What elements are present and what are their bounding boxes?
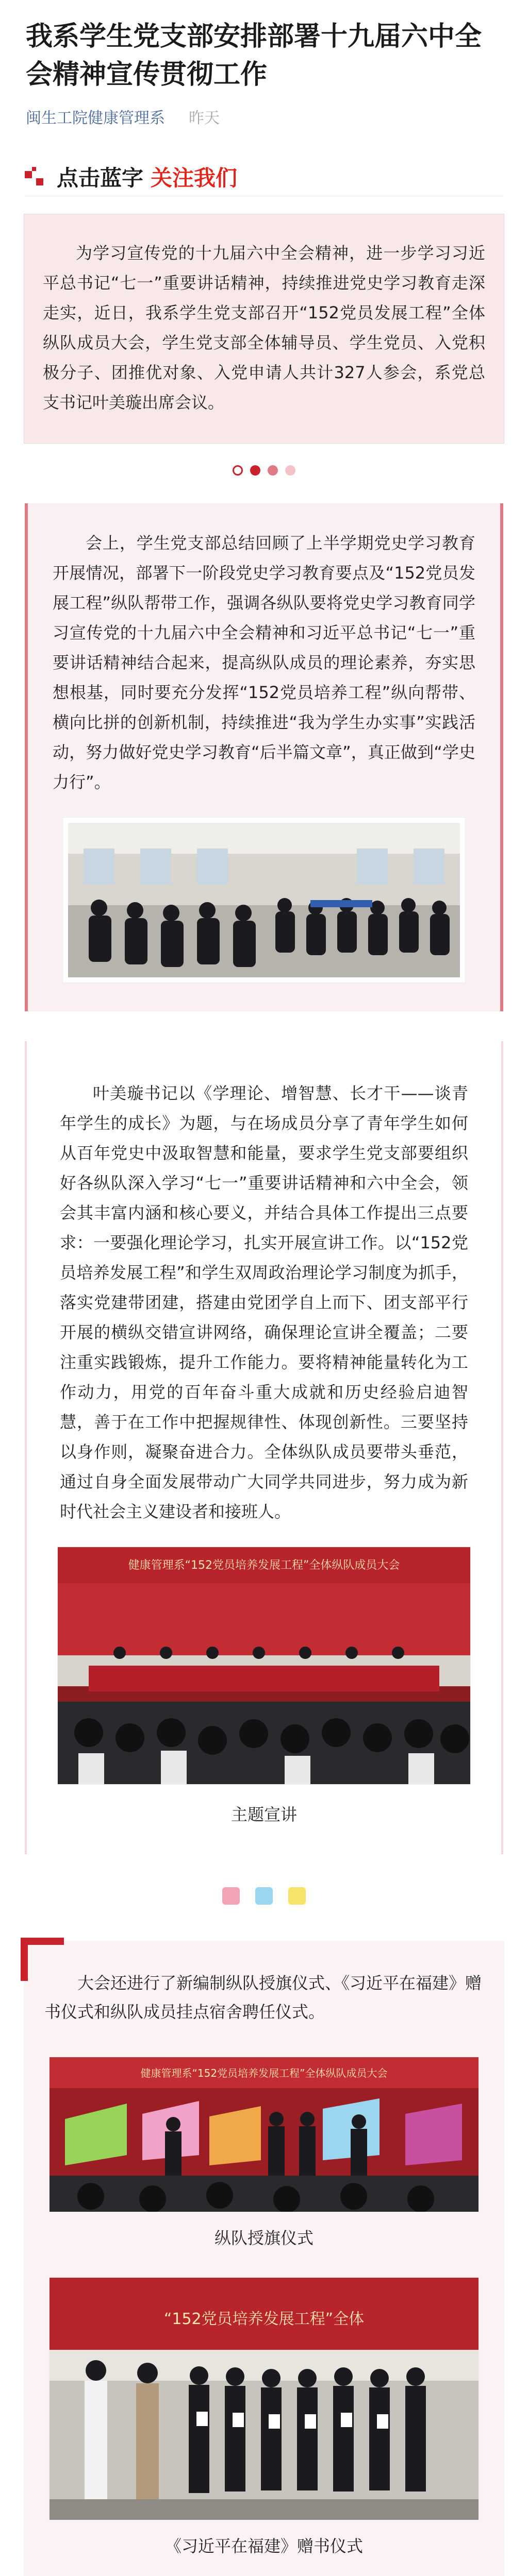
meeting-hall-image [68, 823, 460, 977]
follow-us-link[interactable]: 关注我们 [151, 165, 238, 191]
meeting-photo [63, 818, 465, 982]
book-banner-text: “152党员培养发展工程”全体 [163, 2310, 365, 2328]
section-3 [24, 1941, 504, 2576]
intro-box [24, 214, 504, 444]
lecture-photo [58, 1547, 470, 1784]
section-2-card [25, 1041, 503, 1854]
article-date: 昨天 [189, 109, 220, 127]
intro-paragraph: 为学习宣传党的十九届六中全会精神，进一步学习习近平总书记“七一”重要讲话精神，持续推进党史学习教育走深走实，近日，我系学生党支部召开“152党员发展工程”全体纵队成员大会，学生党支部全体辅导员、学生党员、入党积极分子、团推优对象、入党申请人共计327人参会，系党总支书记叶美璇出席会议。 [43, 243, 485, 412]
stage-banner-text: 健康管理系“152党员培养发展工程”全体纵队成员大会 [128, 1559, 400, 1572]
flag-banner-text: 健康管理系“152党员培养发展工程”全体纵队成员大会 [140, 2067, 388, 2079]
article-source-link[interactable]: 闽生工院健康管理系 [26, 109, 165, 127]
book-gift-photo [50, 2278, 478, 2520]
divider-squares [0, 1887, 528, 1905]
article-meta [0, 94, 528, 128]
red-corner-bracket [21, 1938, 64, 1981]
section-1-card [25, 503, 503, 1011]
click-blue-text: 点击蓝字 [57, 165, 144, 191]
article-title: 我系学生党支部安排部署十九届六中全会精神宣传贯彻工作 [26, 21, 482, 90]
blue-square-icon [255, 1887, 273, 1905]
book-gift-caption: 《习近平在福建》赠书仪式 [164, 2536, 363, 2556]
pink-square-icon [222, 1887, 240, 1905]
flag-ceremony-caption: 纵队授旗仪式 [214, 2228, 314, 2248]
flag-ceremony-image [50, 2057, 478, 2212]
dot-icon [285, 465, 295, 476]
red-squares-icon [25, 167, 44, 187]
divider-dots [0, 465, 528, 476]
dot-icon [250, 465, 260, 476]
section-3-box [24, 1941, 504, 2576]
section-3-intro: 大会还进行了新编制纵队授旗仪式、《习近平在福建》赠书仪式和纵队成员挂点宿舍聘任仪式。 [44, 1973, 482, 2022]
lecture-caption: 主题宣讲 [230, 1805, 297, 1824]
lecture-stage-image [58, 1547, 470, 1784]
follow-banner[interactable] [25, 164, 503, 196]
flag-ceremony-photo [50, 2057, 478, 2212]
dot-icon [268, 465, 278, 476]
book-gift-image [50, 2278, 478, 2520]
yellow-square-icon [288, 1887, 306, 1905]
dot-icon [233, 465, 243, 476]
section-1-paragraph: 会上，学生党支部总结回顾了上半学期党史学习教育开展情况，部署下一阶段党史学习教育要点及“152党员发展工程”纵队帮带工作，强调各纵队要将党史学习教育同学习宣传党的十九届六中全会精神和习近平总书记“七一”重要讲话精神结合起来，提高纵队成员的理论素养，夯实思想根基，同时要充分发挥“152党员培养工程”纵向帮带、横向比拼的创新机制，持续推进“我为学生办实事”实践活动，努力做好党史学习教育“后半篇文章”，真正做到“学史力行”。 [53, 533, 475, 792]
section-2-paragraph: 叶美璇书记以《学理论、增智慧、长才干——谈青年学生的成长》为题，与在场成员分享了青年学生如何从百年党史中汲取智慧和能量，要求学生党支部要组织好各纵队深入学习“七一”重要讲话精神和六中全会，领会其丰富内涵和核心要义，并结合具体工作提出三点要求：一要强化理论学习，扎实开展宣讲工作。以“152党员培养发展工程”和学生双周政治理论学习制度为抓手，落实党建带团建，搭建由党团学自上而下、团支部平行开展的横纵交错宣讲网络，确保理论宣讲全覆盖；二要注重实践锻炼，提升工作能力。要将精神能量转化为工作动力，用党的百年奋斗重大成就和历史经验启迪智慧，善于在工作中把握规律性、体现创新性。三要坚持以身作则，凝聚奋进合力。全体纵队成员要带头垂范，通过自身全面发展带动广大同学共同进步，努力成为新时代社会主义建设者和接班人。 [60, 1083, 468, 1521]
